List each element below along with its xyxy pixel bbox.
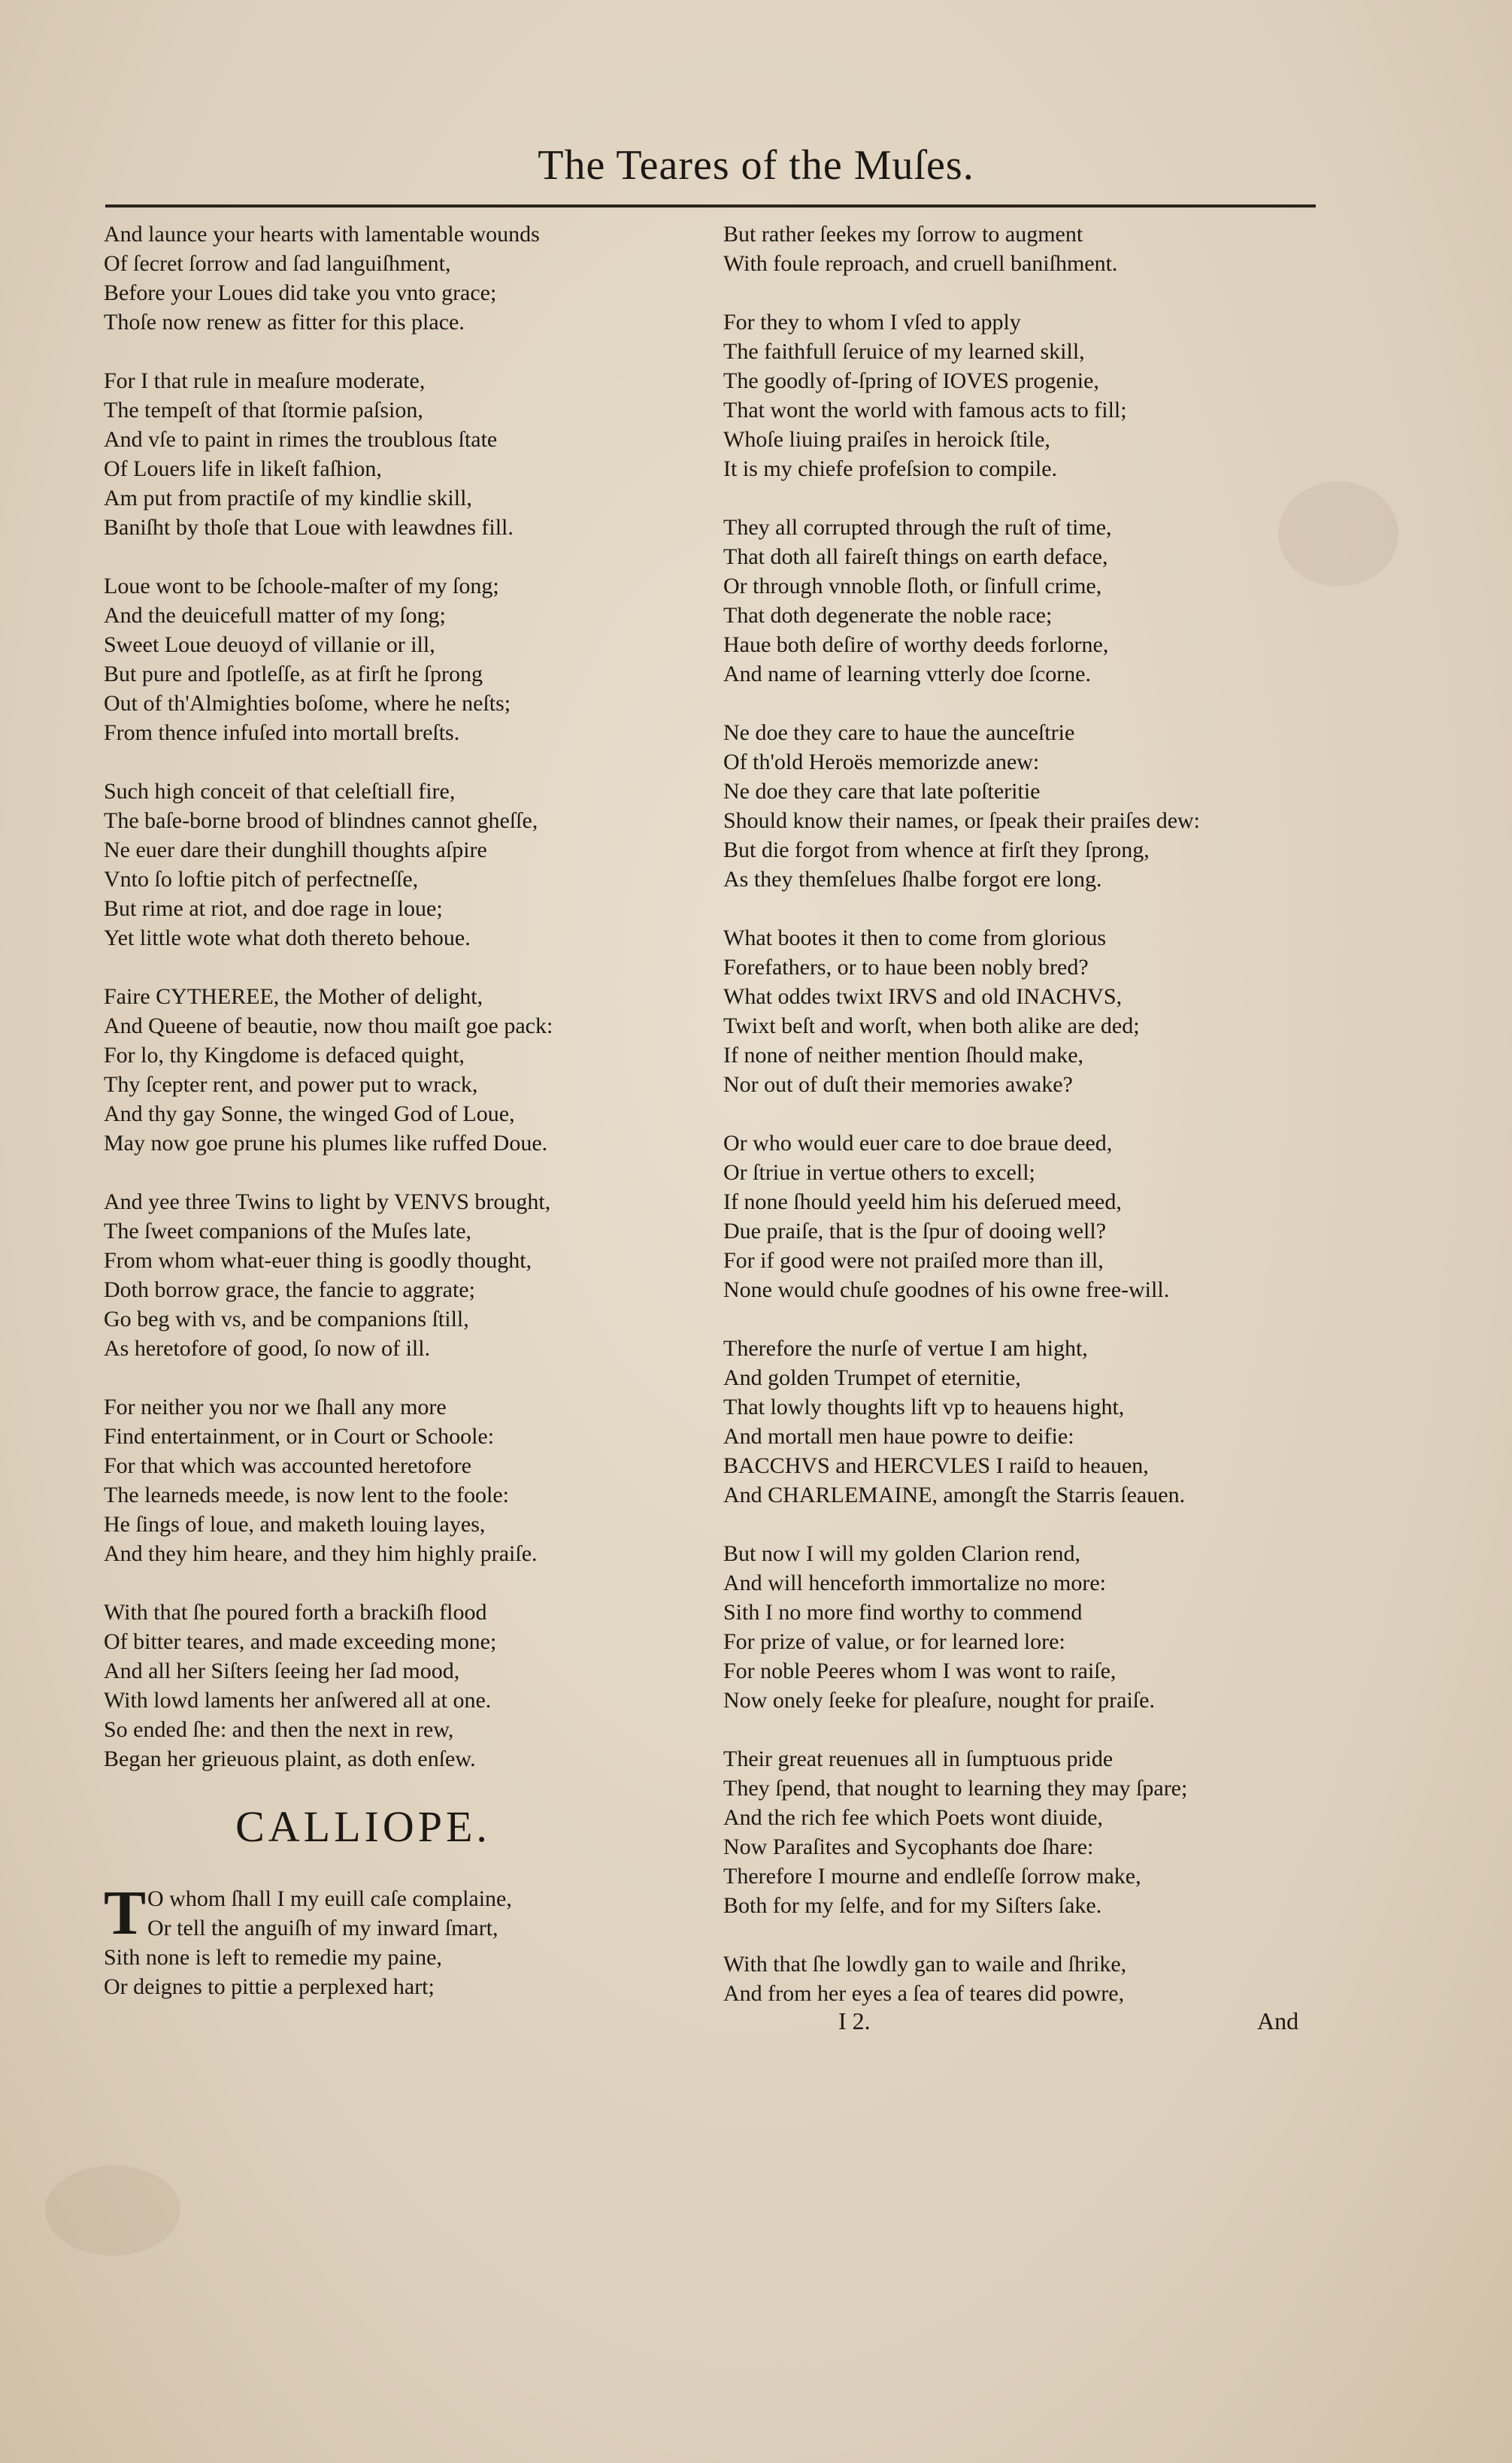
dropcap: T [104, 1878, 147, 1948]
verse-line: And they him heare, and they him highly praiſe. [104, 1541, 538, 1566]
verse-line: The tempeſt of that ſtormie paſsion, [104, 398, 423, 423]
verse-line: Thoſe now renew as fitter for this place. [104, 310, 465, 335]
verse-line: He ſings of loue, and maketh louing layes, [104, 1512, 486, 1537]
verse-line: Ne doe they care to haue the aunceſtrie [723, 720, 1075, 745]
verse-line: May now goe prune his plumes like ruffed Doue. [104, 1131, 548, 1156]
verse-line: Ne euer dare their dunghill thoughts aſpire [104, 838, 487, 862]
verse-line: That doth degenerate the noble race; [723, 603, 1053, 628]
verse-line: It is my chiefe profeſsion to compile. [723, 456, 1058, 481]
verse-line: Now onely ſeeke for pleaſure, nought for praiſe. [723, 1688, 1155, 1713]
verse-line: For lo, thy Kingdome is defaced quight, [104, 1043, 465, 1068]
verse-line: But pure and ſpotleſſe, as at firſt he ſprong [104, 662, 483, 686]
stanza [723, 1128, 1317, 1304]
verse-line: Both for my ſelfe, and for my Siſters ſake. [723, 1893, 1102, 1918]
verse-line: Of bitter teares, and made exceeding mone; [104, 1629, 497, 1654]
verse-line: For if good were not praiſed more than ill, [723, 1248, 1104, 1273]
verse-line: With that ſhe poured forth a brackiſh flood [104, 1600, 487, 1625]
verse-line: As they themſelues ſhalbe forgot ere long. [723, 867, 1102, 892]
verse-line: Therefore the nurſe of vertue I am hight, [723, 1336, 1088, 1361]
verse-line: So ended ſhe: and then the next in rew, [104, 1717, 454, 1742]
verse-line: Before your Loues did take you vnto grace; [104, 280, 497, 305]
verse-line: The baſe-borne brood of blindnes cannot gheſſe, [104, 808, 538, 833]
verse-line: Yet little wote what doth thereto behoue. [104, 926, 471, 950]
verse-line: And all her Siſters ſeeing her ſad mood, [104, 1659, 460, 1683]
verse-line: They all corrupted through the ruſt of time, [723, 515, 1112, 540]
verse-line: If none ſhould yeeld him his deſerued meed, [723, 1189, 1122, 1214]
verse-line: For noble Peeres whom I was wont to raiſe, [723, 1659, 1117, 1683]
stanza [723, 220, 1317, 278]
verse-line: Therefore I mourne and endleſſe ſorrow make, [723, 1864, 1141, 1889]
verse-line: Such high conceit of that celeſtiall fire, [104, 779, 456, 804]
verse-line: What bootes it then to come from glorious [723, 926, 1107, 950]
verse-line: That wont the world with famous acts to fill; [723, 398, 1127, 423]
verse-line: And yee three Twins to light by VENVS brought, [104, 1189, 551, 1214]
stanza [104, 220, 690, 337]
stanza [104, 1392, 690, 1568]
stanza [723, 718, 1317, 894]
verse-line: And Queene of beautie, now thou maiſt goe pack: [104, 1013, 553, 1038]
catchword: And [1257, 2007, 1299, 2034]
page-title: The Teares of the Muſes. [538, 142, 974, 189]
verse-line: Out of th'Almighties boſome, where he neſts; [104, 691, 511, 716]
verse-line: Baniſht by thoſe that Loue with leawdnes fill. [104, 515, 514, 540]
verse-line: But die forgot from whence at firſt they ſprong, [723, 838, 1150, 862]
verse-line: Faire CYTHEREE, the Mother of delight, [104, 984, 483, 1009]
verse-line: With lowd laments her anſwered all at one. [104, 1688, 492, 1713]
verse-line: Sith none is left to remedie my paine, [104, 1945, 442, 1970]
verse-line: Or deignes to pittie a perplexed hart; [104, 1974, 435, 1999]
right-column [723, 220, 1317, 2037]
verse-line: Or who would euer care to doe braue deed, [723, 1131, 1113, 1156]
stanza [104, 982, 690, 1158]
verse-line: Find entertainment, or in Court or Schoole: [104, 1424, 495, 1449]
stanza [723, 923, 1317, 1099]
verse-line: Ne doe they care that late poſteritie [723, 779, 1041, 804]
verse-line: Should know their names, or ſpeak their praiſes dew: [723, 808, 1201, 833]
verse-line: From thence infuſed into mortall breſts. [104, 720, 460, 745]
verse-line: Their great reuenues all in ſumptuous pride [723, 1747, 1114, 1771]
stanza [723, 1334, 1317, 1510]
paper-stain [45, 2165, 180, 2255]
verse-line: The goodly of-ſpring of IOVES progenie, [723, 368, 1099, 393]
verse-line: Thy ſcepter rent, and power put to wrack, [104, 1072, 478, 1097]
verse-line: And will henceforth immortalize no more: [723, 1571, 1107, 1595]
verse-line: Doth borrow grace, the fancie to aggrate; [104, 1277, 475, 1302]
verse-line: That doth all faireſt things on earth deface, [723, 544, 1108, 569]
verse-line: And the deuicefull matter of my ſong; [104, 603, 446, 628]
verse-line: For that which was accounted heretofore [104, 1453, 471, 1478]
verse-line: For they to whom I vſed to apply [723, 310, 1021, 335]
verse-line: Twixt beſt and worſt, when both alike are ded; [723, 1013, 1140, 1038]
verse-line: Or through vnnoble ſloth, or ſinfull crime, [723, 574, 1102, 598]
verse-line: For I that rule in meaſure moderate, [104, 368, 426, 393]
verse-line: And vſe to paint in rimes the troublous ſtate [104, 427, 498, 452]
verse-line: Am put from practiſe of my kindlie skill, [104, 486, 472, 510]
verse-line: For prize of value, or for learned lore: [723, 1629, 1065, 1654]
verse-line: That lowly thoughts lift vp to heauens hight, [723, 1395, 1125, 1419]
verse-line: Haue both deſire of worthy deeds forlorne, [723, 632, 1109, 657]
verse-line: For neither you nor we ſhall any more [104, 1395, 447, 1419]
verse-line: And thy gay Sonne, the winged God of Loue, [104, 1101, 515, 1126]
verse-line: Forefathers, or to haue been nobly bred? [723, 955, 1089, 980]
stanza [723, 1949, 1317, 2008]
verse-line: BACCHVS and HERCVLES I raiſd to heauen, [723, 1453, 1149, 1478]
left-column [104, 220, 690, 2001]
verse-line: Of ſecret ſorrow and ſad languiſhment, [104, 251, 451, 276]
verse-line: Of th'old Heroës memorizde anew: [723, 750, 1040, 774]
verse-line: The ſweet companions of the Muſes late, [104, 1219, 472, 1244]
verse-line: They ſpend, that nought to learning they may ſpare; [723, 1776, 1188, 1801]
stanza [723, 307, 1317, 483]
section-heading: CALLIOPE. [235, 1802, 491, 1851]
stanza [104, 571, 690, 747]
header-rule [105, 204, 1316, 208]
signature-mark: I 2. [838, 2007, 871, 2034]
verse-line: Go beg with vs, and be companions ſtill, [104, 1307, 469, 1331]
verse-line: Sith I no more find worthy to commend [723, 1600, 1083, 1625]
verse-line: Or tell the anguiſh of my inward ſmart, [147, 1916, 498, 1940]
verse-line: And mortall men haue powre to deifie: [723, 1424, 1074, 1449]
verse-line: Sweet Loue deuoyd of villanie or ill, [104, 632, 435, 657]
verse-line: Vnto ſo loftie pitch of perfectneſſe, [104, 867, 419, 892]
verse-line: And name of learning vtterly doe ſcorne. [723, 662, 1091, 686]
verse-line: Loue wont to be ſchoole-maſter of my ſong; [104, 574, 499, 598]
verse-line: But rime at riot, and doe rage in loue; [104, 896, 443, 921]
verse-line: Or ſtriue in vertue others to excell; [723, 1160, 1035, 1185]
stanza [723, 1539, 1317, 1715]
verse-line: Began her grieuous plaint, as doth enſew. [104, 1747, 476, 1771]
verse-line: Whoſe liuing praiſes in heroick ſtile, [723, 427, 1050, 452]
verse-line: And golden Trumpet of eternitie, [723, 1365, 1021, 1390]
verse-line: But rather ſeekes my ſorrow to augment [723, 222, 1083, 247]
verse-line: And CHARLEMAINE, amongſt the Starris ſeauen. [723, 1483, 1186, 1507]
verse-line: With foule reproach, and cruell baniſhment. [723, 251, 1118, 276]
verse-line: Due praiſe, that is the ſpur of dooing well? [723, 1219, 1107, 1244]
verse-line: Of Louers life in likeſt faſhion, [104, 456, 382, 481]
verse-line: None would chuſe goodnes of his owne free-will. [723, 1277, 1170, 1302]
verse-line: From whom what-euer thing is goodly thought, [104, 1248, 532, 1273]
verse-line: And launce your hearts with lamentable wounds [104, 222, 540, 247]
verse-line: The faithfull ſeruice of my learned skill, [723, 339, 1085, 364]
stanza [104, 777, 690, 953]
verse-line: As heretofore of good, ſo now of ill. [104, 1336, 431, 1361]
stanza [104, 1187, 690, 1363]
verse-line: If none of neither mention ſhould make, [723, 1043, 1084, 1068]
stanza [104, 366, 690, 542]
dropcap-stanza [104, 1878, 690, 2001]
verse-line: Now Paraſites and Sycophants doe ſhare: [723, 1834, 1094, 1859]
stanza [723, 1744, 1317, 1920]
stanza [104, 1598, 690, 1774]
verse-line: Nor out of duſt their memories awake? [723, 1072, 1073, 1097]
stanza [723, 513, 1317, 689]
verse-line: With that ſhe lowdly gan to waile and ſhrike, [723, 1952, 1127, 1977]
verse-line: But now I will my golden Clarion rend, [723, 1541, 1080, 1566]
verse-line: The learneds meede, is now lent to the foole: [104, 1483, 509, 1507]
verse-line: And the rich fee which Poets wont diuide, [723, 1805, 1103, 1830]
verse-line: What oddes twixt IRVS and old INACHVS, [723, 984, 1123, 1009]
verse-line: And from her eyes a ſea of teares did powre, [723, 1981, 1125, 2006]
verse-line: O whom ſhall I my euill caſe complaine, [147, 1886, 512, 1911]
